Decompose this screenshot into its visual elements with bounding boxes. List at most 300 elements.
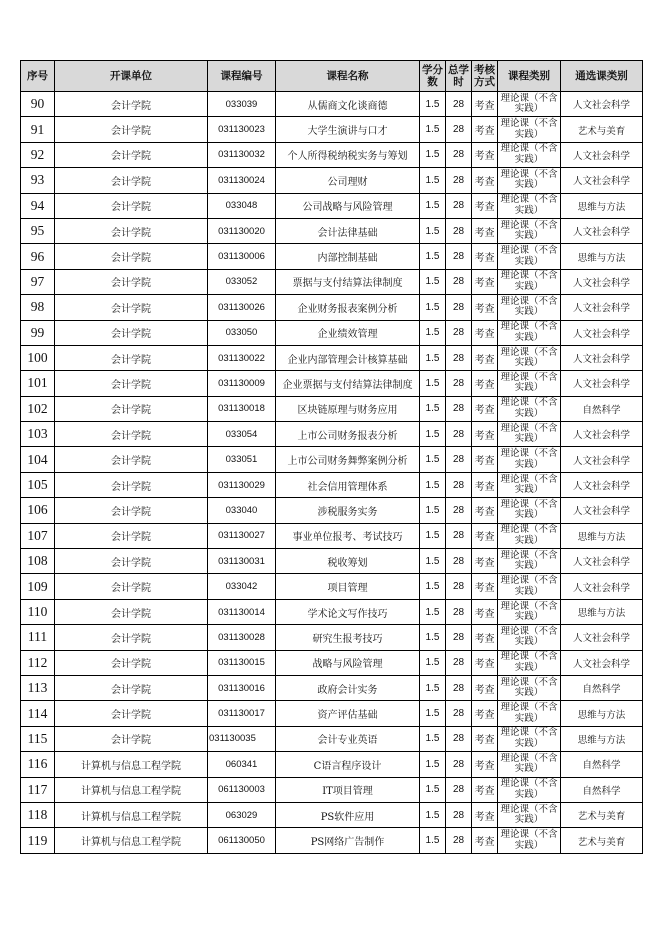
cell-assess: 考查 (472, 422, 498, 447)
cell-credit: 1.5 (420, 447, 446, 472)
cell-credit: 1.5 (420, 345, 446, 370)
table-row (21, 117, 643, 142)
header-row (21, 61, 643, 92)
cell-code: 061130050 (208, 828, 276, 853)
cell-category: 理论课（不含实践） (498, 345, 561, 370)
cell-general: 思维与方法 (561, 523, 643, 548)
cell-hours: 28 (446, 752, 472, 777)
cell-hours: 28 (446, 142, 472, 167)
cell-unit: 会计学院 (55, 320, 208, 345)
cell-unit: 会计学院 (55, 244, 208, 269)
cell-code: 033048 (208, 193, 276, 218)
cell-unit: 会计学院 (55, 472, 208, 497)
cell-seq: 99 (21, 320, 55, 345)
cell-code: 031130006 (208, 244, 276, 269)
cell-course-name: 战略与风险管理 (276, 650, 420, 675)
cell-seq: 116 (21, 752, 55, 777)
cell-course-name: C语言程序设计 (276, 752, 420, 777)
header-assess: 考核方式 (472, 61, 498, 92)
cell-course-name: PS网络广告制作 (276, 828, 420, 853)
header-unit: 开课单位 (55, 61, 208, 92)
cell-hours: 28 (446, 625, 472, 650)
cell-course-name: 学术论文写作技巧 (276, 599, 420, 624)
cell-course-name: 大学生演讲与口才 (276, 117, 420, 142)
cell-general: 人文社会科学 (561, 218, 643, 243)
cell-code: 031130028 (208, 625, 276, 650)
cell-seq: 97 (21, 269, 55, 294)
header-credit: 学分数 (420, 61, 446, 92)
cell-general: 思维与方法 (561, 701, 643, 726)
cell-assess: 考查 (472, 574, 498, 599)
cell-credit: 1.5 (420, 269, 446, 294)
cell-category: 理论课（不含实践） (498, 295, 561, 320)
cell-course-name: 税收筹划 (276, 549, 420, 574)
cell-unit: 会计学院 (55, 599, 208, 624)
cell-assess: 考查 (472, 675, 498, 700)
cell-assess: 考查 (472, 218, 498, 243)
cell-general: 人文社会科学 (561, 295, 643, 320)
cell-code: 033054 (208, 422, 276, 447)
cell-general: 人文社会科学 (561, 498, 643, 523)
table-row (21, 218, 643, 243)
cell-credit: 1.5 (420, 371, 446, 396)
cell-code: 031130014 (208, 599, 276, 624)
cell-unit: 会计学院 (55, 218, 208, 243)
header-code: 课程编号 (208, 61, 276, 92)
table-row (21, 574, 643, 599)
table-row (21, 396, 643, 421)
cell-unit: 会计学院 (55, 142, 208, 167)
cell-category: 理论课（不含实践） (498, 320, 561, 345)
header-name: 课程名称 (276, 61, 420, 92)
cell-hours: 28 (446, 117, 472, 142)
cell-category: 理论课（不含实践） (498, 422, 561, 447)
cell-assess: 考查 (472, 117, 498, 142)
cell-assess: 考查 (472, 625, 498, 650)
table-row (21, 523, 643, 548)
course-table-sheet (20, 60, 643, 854)
cell-course-name: IT项目管理 (276, 777, 420, 802)
cell-category: 理论课（不含实践） (498, 574, 561, 599)
cell-credit: 1.5 (420, 701, 446, 726)
table-row (21, 675, 643, 700)
cell-course-name: 资产评估基础 (276, 701, 420, 726)
cell-assess: 考查 (472, 726, 498, 751)
cell-code: 031130015 (208, 650, 276, 675)
cell-unit: 会计学院 (55, 549, 208, 574)
cell-general: 思维与方法 (561, 193, 643, 218)
table-row (21, 142, 643, 167)
cell-unit: 计算机与信息工程学院 (55, 828, 208, 853)
cell-seq: 94 (21, 193, 55, 218)
cell-assess: 考查 (472, 523, 498, 548)
table-row (21, 320, 643, 345)
cell-seq: 90 (21, 92, 55, 117)
cell-course-name: 社会信用管理体系 (276, 472, 420, 497)
cell-category: 理论课（不含实践） (498, 168, 561, 193)
table-row (21, 269, 643, 294)
cell-hours: 28 (446, 599, 472, 624)
cell-category: 理论课（不含实践） (498, 498, 561, 523)
cell-unit: 会计学院 (55, 675, 208, 700)
cell-code: 031130018 (208, 396, 276, 421)
table-row (21, 345, 643, 370)
cell-course-name: 个人所得税纳税实务与筹划 (276, 142, 420, 167)
cell-general: 人文社会科学 (561, 447, 643, 472)
table-row (21, 549, 643, 574)
cell-hours: 28 (446, 650, 472, 675)
table-row (21, 447, 643, 472)
cell-code: 061130003 (208, 777, 276, 802)
cell-course-name: 事业单位报考、考试技巧 (276, 523, 420, 548)
cell-credit: 1.5 (420, 117, 446, 142)
cell-unit: 会计学院 (55, 625, 208, 650)
cell-unit: 会计学院 (55, 701, 208, 726)
cell-unit: 会计学院 (55, 447, 208, 472)
cell-category: 理论课（不含实践） (498, 726, 561, 751)
cell-code: 031130029 (208, 472, 276, 497)
cell-assess: 考查 (472, 345, 498, 370)
cell-seq: 115 (21, 726, 55, 751)
cell-hours: 28 (446, 802, 472, 827)
cell-code: 033051 (208, 447, 276, 472)
cell-seq: 96 (21, 244, 55, 269)
cell-code: 031130022 (208, 345, 276, 370)
cell-general: 艺术与美育 (561, 828, 643, 853)
cell-credit: 1.5 (420, 675, 446, 700)
cell-credit: 1.5 (420, 650, 446, 675)
cell-code: 031130031 (208, 549, 276, 574)
cell-credit: 1.5 (420, 396, 446, 421)
cell-unit: 会计学院 (55, 498, 208, 523)
cell-credit: 1.5 (420, 574, 446, 599)
cell-hours: 28 (446, 422, 472, 447)
cell-assess: 考查 (472, 193, 498, 218)
cell-assess: 考查 (472, 549, 498, 574)
cell-credit: 1.5 (420, 472, 446, 497)
cell-assess: 考查 (472, 168, 498, 193)
cell-seq: 91 (21, 117, 55, 142)
cell-hours: 28 (446, 726, 472, 751)
cell-course-name: 企业财务报表案例分析 (276, 295, 420, 320)
cell-hours: 28 (446, 472, 472, 497)
cell-general: 思维与方法 (561, 599, 643, 624)
cell-credit: 1.5 (420, 142, 446, 167)
cell-unit: 计算机与信息工程学院 (55, 752, 208, 777)
cell-category: 理论课（不含实践） (498, 142, 561, 167)
cell-general: 人文社会科学 (561, 574, 643, 599)
cell-general: 人文社会科学 (561, 549, 643, 574)
cell-general: 自然科学 (561, 777, 643, 802)
cell-assess: 考查 (472, 650, 498, 675)
cell-assess: 考查 (472, 92, 498, 117)
cell-code: 033039 (208, 92, 276, 117)
cell-category: 理论课（不含实践） (498, 523, 561, 548)
cell-unit: 计算机与信息工程学院 (55, 802, 208, 827)
cell-general: 人文社会科学 (561, 371, 643, 396)
table-body (21, 92, 643, 854)
cell-credit: 1.5 (420, 168, 446, 193)
cell-seq: 117 (21, 777, 55, 802)
cell-hours: 28 (446, 549, 472, 574)
cell-category: 理论课（不含实践） (498, 802, 561, 827)
cell-code: 033050 (208, 320, 276, 345)
table-row (21, 701, 643, 726)
cell-general: 人文社会科学 (561, 472, 643, 497)
cell-credit: 1.5 (420, 320, 446, 345)
cell-category: 理论课（不含实践） (498, 193, 561, 218)
cell-seq: 93 (21, 168, 55, 193)
cell-general: 人文社会科学 (561, 625, 643, 650)
cell-seq: 118 (21, 802, 55, 827)
cell-code: 060341 (208, 752, 276, 777)
cell-assess: 考查 (472, 447, 498, 472)
cell-course-name: 会计专业英语 (276, 726, 420, 751)
cell-unit: 会计学院 (55, 523, 208, 548)
cell-seq: 111 (21, 625, 55, 650)
table-row (21, 726, 643, 751)
cell-category: 理论课（不含实践） (498, 650, 561, 675)
cell-category: 理论课（不含实践） (498, 701, 561, 726)
cell-seq: 102 (21, 396, 55, 421)
cell-category: 理论课（不含实践） (498, 625, 561, 650)
cell-unit: 会计学院 (55, 117, 208, 142)
cell-code: 031130024 (208, 168, 276, 193)
cell-course-name: 企业绩效管理 (276, 320, 420, 345)
cell-assess: 考查 (472, 701, 498, 726)
cell-general: 人文社会科学 (561, 92, 643, 117)
cell-seq: 98 (21, 295, 55, 320)
cell-seq: 92 (21, 142, 55, 167)
cell-course-name: 上市公司财务报表分析 (276, 422, 420, 447)
cell-credit: 1.5 (420, 828, 446, 853)
cell-unit: 会计学院 (55, 295, 208, 320)
cell-hours: 28 (446, 320, 472, 345)
cell-seq: 107 (21, 523, 55, 548)
cell-category: 理论课（不含实践） (498, 472, 561, 497)
cell-credit: 1.5 (420, 523, 446, 548)
cell-seq: 104 (21, 447, 55, 472)
cell-seq: 110 (21, 599, 55, 624)
cell-hours: 28 (446, 828, 472, 853)
cell-category: 理论课（不含实践） (498, 777, 561, 802)
cell-seq: 106 (21, 498, 55, 523)
cell-unit: 会计学院 (55, 168, 208, 193)
table-row (21, 472, 643, 497)
cell-assess: 考查 (472, 142, 498, 167)
cell-seq: 100 (21, 345, 55, 370)
cell-general: 人文社会科学 (561, 168, 643, 193)
table-row (21, 168, 643, 193)
cell-code: 031130020 (208, 218, 276, 243)
cell-general: 艺术与美育 (561, 802, 643, 827)
cell-credit: 1.5 (420, 193, 446, 218)
cell-code: 033042 (208, 574, 276, 599)
table-row (21, 295, 643, 320)
table-row (21, 92, 643, 117)
cell-credit: 1.5 (420, 599, 446, 624)
cell-course-name: 研究生报考技巧 (276, 625, 420, 650)
cell-code: 033052 (208, 269, 276, 294)
cell-unit: 会计学院 (55, 422, 208, 447)
cell-seq: 95 (21, 218, 55, 243)
cell-assess: 考查 (472, 320, 498, 345)
cell-course-name: 从儒商文化谈商德 (276, 92, 420, 117)
cell-seq: 108 (21, 549, 55, 574)
cell-credit: 1.5 (420, 498, 446, 523)
cell-course-name: 公司战略与风险管理 (276, 193, 420, 218)
cell-category: 理论课（不含实践） (498, 218, 561, 243)
cell-unit: 会计学院 (55, 650, 208, 675)
cell-general: 艺术与美育 (561, 117, 643, 142)
cell-hours: 28 (446, 447, 472, 472)
cell-assess: 考查 (472, 396, 498, 421)
cell-assess: 考查 (472, 498, 498, 523)
table-row (21, 802, 643, 827)
table-row (21, 752, 643, 777)
cell-course-name: 公司理财 (276, 168, 420, 193)
cell-seq: 101 (21, 371, 55, 396)
cell-general: 人文社会科学 (561, 422, 643, 447)
cell-hours: 28 (446, 345, 472, 370)
cell-general: 人文社会科学 (561, 345, 643, 370)
cell-unit: 会计学院 (55, 396, 208, 421)
cell-course-name: 企业内部管理会计核算基础 (276, 345, 420, 370)
cell-category: 理论课（不含实践） (498, 752, 561, 777)
cell-credit: 1.5 (420, 802, 446, 827)
table-row (21, 599, 643, 624)
cell-category: 理论课（不含实践） (498, 92, 561, 117)
header-seq: 序号 (21, 61, 55, 92)
cell-credit: 1.5 (420, 92, 446, 117)
cell-assess: 考查 (472, 269, 498, 294)
cell-code: 031130017 (208, 701, 276, 726)
cell-course-name: PS软件应用 (276, 802, 420, 827)
table-row (21, 371, 643, 396)
table-row (21, 498, 643, 523)
cell-general: 人文社会科学 (561, 320, 643, 345)
cell-credit: 1.5 (420, 218, 446, 243)
cell-hours: 28 (446, 498, 472, 523)
cell-hours: 28 (446, 168, 472, 193)
cell-credit: 1.5 (420, 549, 446, 574)
cell-hours: 28 (446, 523, 472, 548)
cell-code: 031130032 (208, 142, 276, 167)
cell-hours: 28 (446, 193, 472, 218)
cell-seq: 113 (21, 675, 55, 700)
cell-unit: 计算机与信息工程学院 (55, 777, 208, 802)
cell-hours: 28 (446, 396, 472, 421)
cell-code: 031130009 (208, 371, 276, 396)
table-row (21, 625, 643, 650)
cell-general: 人文社会科学 (561, 142, 643, 167)
table-row (21, 650, 643, 675)
cell-general: 人文社会科学 (561, 650, 643, 675)
cell-unit: 会计学院 (55, 193, 208, 218)
cell-code: 033040 (208, 498, 276, 523)
cell-seq: 119 (21, 828, 55, 853)
cell-assess: 考查 (472, 295, 498, 320)
cell-assess: 考查 (472, 371, 498, 396)
cell-category: 理论课（不含实践） (498, 599, 561, 624)
table-row (21, 777, 643, 802)
cell-unit: 会计学院 (55, 345, 208, 370)
cell-credit: 1.5 (420, 422, 446, 447)
cell-credit: 1.5 (420, 726, 446, 751)
cell-assess: 考查 (472, 828, 498, 853)
table-row (21, 244, 643, 269)
cell-hours: 28 (446, 218, 472, 243)
cell-course-name: 项目管理 (276, 574, 420, 599)
cell-seq: 114 (21, 701, 55, 726)
cell-code: 031130026 (208, 295, 276, 320)
cell-credit: 1.5 (420, 244, 446, 269)
cell-hours: 28 (446, 777, 472, 802)
cell-course-name: 政府会计实务 (276, 675, 420, 700)
cell-code: 031130035 (208, 726, 276, 751)
cell-unit: 会计学院 (55, 574, 208, 599)
cell-code: 031130016 (208, 675, 276, 700)
course-table (20, 60, 643, 854)
cell-hours: 28 (446, 295, 472, 320)
cell-course-name: 会计法律基础 (276, 218, 420, 243)
cell-assess: 考查 (472, 777, 498, 802)
cell-credit: 1.5 (420, 625, 446, 650)
table-row (21, 422, 643, 447)
cell-category: 理论课（不含实践） (498, 828, 561, 853)
cell-hours: 28 (446, 269, 472, 294)
cell-assess: 考查 (472, 472, 498, 497)
cell-hours: 28 (446, 244, 472, 269)
cell-course-name: 企业票据与支付结算法律制度 (276, 371, 420, 396)
cell-category: 理论课（不含实践） (498, 117, 561, 142)
cell-unit: 会计学院 (55, 371, 208, 396)
cell-course-name: 上市公司财务舞弊案例分析 (276, 447, 420, 472)
cell-category: 理论课（不含实践） (498, 396, 561, 421)
cell-credit: 1.5 (420, 777, 446, 802)
cell-category: 理论课（不含实践） (498, 244, 561, 269)
table-row (21, 828, 643, 853)
cell-code: 063029 (208, 802, 276, 827)
cell-seq: 103 (21, 422, 55, 447)
cell-assess: 考查 (472, 244, 498, 269)
cell-category: 理论课（不含实践） (498, 675, 561, 700)
cell-credit: 1.5 (420, 295, 446, 320)
cell-general: 思维与方法 (561, 244, 643, 269)
cell-course-name: 涉税服务实务 (276, 498, 420, 523)
cell-seq: 112 (21, 650, 55, 675)
cell-general: 自然科学 (561, 396, 643, 421)
cell-hours: 28 (446, 92, 472, 117)
cell-unit: 会计学院 (55, 269, 208, 294)
cell-general: 人文社会科学 (561, 269, 643, 294)
cell-unit: 会计学院 (55, 92, 208, 117)
header-hours: 总学时 (446, 61, 472, 92)
cell-course-name: 票据与支付结算法律制度 (276, 269, 420, 294)
cell-course-name: 内部控制基础 (276, 244, 420, 269)
cell-category: 理论课（不含实践） (498, 269, 561, 294)
cell-code: 031130023 (208, 117, 276, 142)
cell-hours: 28 (446, 371, 472, 396)
cell-unit: 会计学院 (55, 726, 208, 751)
cell-hours: 28 (446, 701, 472, 726)
cell-seq: 105 (21, 472, 55, 497)
cell-credit: 1.5 (420, 752, 446, 777)
cell-assess: 考查 (472, 802, 498, 827)
cell-general: 思维与方法 (561, 726, 643, 751)
cell-category: 理论课（不含实践） (498, 447, 561, 472)
cell-category: 理论课（不含实践） (498, 371, 561, 396)
